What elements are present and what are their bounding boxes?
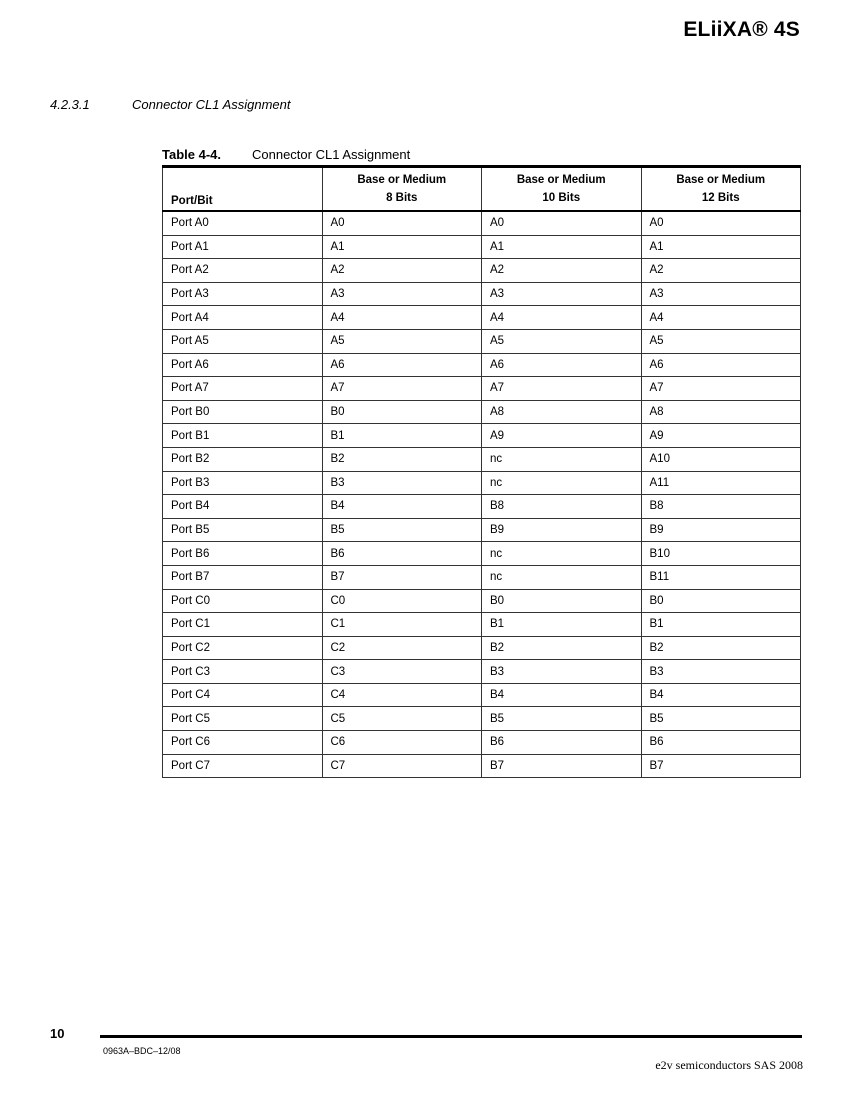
footer-rule	[100, 1035, 802, 1038]
bits-12-cell: B7	[641, 754, 801, 778]
column-header-port-bit: Port/Bit	[163, 167, 323, 212]
bits-8-cell: B4	[322, 495, 482, 519]
bits-8-cell: C2	[322, 636, 482, 660]
bits-8-cell: C6	[322, 731, 482, 755]
bits-12-cell: A0	[641, 211, 801, 235]
bits-8-cell: A1	[322, 235, 482, 259]
bits-8-cell: A0	[322, 211, 482, 235]
table-row	[163, 518, 801, 542]
port-bit-cell: Port B3	[163, 471, 323, 495]
bits-10-cell: B2	[482, 636, 642, 660]
port-bit-cell: Port C6	[163, 731, 323, 755]
table-row	[163, 731, 801, 755]
bits-8-cell: A6	[322, 353, 482, 377]
bits-10-cell: A1	[482, 235, 642, 259]
table-row	[163, 542, 801, 566]
bits-12-cell: B1	[641, 613, 801, 637]
bits-12-cell: A9	[641, 424, 801, 448]
document-title: ELiiXA® 4S	[683, 18, 800, 41]
table-row	[163, 565, 801, 589]
bits-10-cell: A5	[482, 329, 642, 353]
bits-12-cell: B10	[641, 542, 801, 566]
bits-10-cell: A9	[482, 424, 642, 448]
column-header-12-bits: Base or Medium 12 Bits	[641, 167, 801, 212]
bits-10-cell: B6	[482, 731, 642, 755]
bits-8-cell: A2	[322, 259, 482, 283]
table-row	[163, 329, 801, 353]
bits-10-cell: A8	[482, 400, 642, 424]
port-bit-cell: Port B6	[163, 542, 323, 566]
bits-10-cell: B8	[482, 495, 642, 519]
port-bit-cell: Port A1	[163, 235, 323, 259]
column-header-8-bits: Base or Medium 8 Bits	[322, 167, 482, 212]
port-bit-cell: Port C1	[163, 613, 323, 637]
table-row	[163, 495, 801, 519]
port-bit-cell: Port C3	[163, 660, 323, 684]
table-row	[163, 683, 801, 707]
port-bit-cell: Port B7	[163, 565, 323, 589]
bits-10-cell: B7	[482, 754, 642, 778]
bits-8-cell: B5	[322, 518, 482, 542]
bits-10-cell: A3	[482, 282, 642, 306]
table-row	[163, 306, 801, 330]
bits-12-cell: A11	[641, 471, 801, 495]
port-bit-cell: Port A6	[163, 353, 323, 377]
bits-12-cell: A4	[641, 306, 801, 330]
bits-10-cell: B1	[482, 613, 642, 637]
bits-8-cell: B2	[322, 447, 482, 471]
bits-10-cell: B9	[482, 518, 642, 542]
port-bit-cell: Port A0	[163, 211, 323, 235]
column-header-10-bits: Base or Medium 10 Bits	[482, 167, 642, 212]
port-bit-cell: Port A5	[163, 329, 323, 353]
table-row	[163, 589, 801, 613]
port-bit-cell: Port B0	[163, 400, 323, 424]
bits-12-cell: B2	[641, 636, 801, 660]
port-bit-cell: Port C4	[163, 683, 323, 707]
bits-8-cell: A7	[322, 377, 482, 401]
bits-10-cell: A6	[482, 353, 642, 377]
table-row	[163, 282, 801, 306]
table-row	[163, 471, 801, 495]
table-row	[163, 613, 801, 637]
table-caption	[162, 147, 410, 162]
bits-8-cell: C3	[322, 660, 482, 684]
port-bit-cell: Port A4	[163, 306, 323, 330]
table-row	[163, 211, 801, 235]
bits-8-cell: B3	[322, 471, 482, 495]
bits-8-cell: B6	[322, 542, 482, 566]
table-header-row	[163, 167, 801, 212]
bits-12-cell: A6	[641, 353, 801, 377]
bits-12-cell: A10	[641, 447, 801, 471]
bits-8-cell: C1	[322, 613, 482, 637]
port-bit-cell: Port A3	[163, 282, 323, 306]
bits-10-cell: B3	[482, 660, 642, 684]
bits-10-cell: B4	[482, 683, 642, 707]
bits-12-cell: B9	[641, 518, 801, 542]
port-bit-cell: Port B4	[163, 495, 323, 519]
bits-8-cell: B7	[322, 565, 482, 589]
bits-12-cell: B3	[641, 660, 801, 684]
bits-12-cell: A5	[641, 329, 801, 353]
table-caption-label: Table 4-4.	[162, 147, 222, 162]
bits-8-cell: A3	[322, 282, 482, 306]
table-row	[163, 707, 801, 731]
table-row	[163, 447, 801, 471]
page-number: 10	[50, 1026, 65, 1041]
bits-8-cell: C7	[322, 754, 482, 778]
table-row	[163, 400, 801, 424]
port-bit-cell: Port B2	[163, 447, 323, 471]
bits-12-cell: A1	[641, 235, 801, 259]
table-row	[163, 660, 801, 684]
bits-12-cell: B6	[641, 731, 801, 755]
bits-8-cell: A4	[322, 306, 482, 330]
port-bit-cell: Port A7	[163, 377, 323, 401]
bits-12-cell: B5	[641, 707, 801, 731]
table-row	[163, 259, 801, 283]
bits-10-cell: nc	[482, 447, 642, 471]
section-number: 4.2.3.1	[50, 97, 90, 112]
document-code: 0963A–BDC–12/08	[103, 1046, 181, 1056]
port-bit-cell: Port C2	[163, 636, 323, 660]
table-row	[163, 636, 801, 660]
port-bit-cell: Port B1	[163, 424, 323, 448]
connector-assignment-table	[162, 165, 801, 778]
bits-12-cell: A2	[641, 259, 801, 283]
bits-8-cell: A5	[322, 329, 482, 353]
table-row	[163, 353, 801, 377]
bits-12-cell: A3	[641, 282, 801, 306]
bits-12-cell: A7	[641, 377, 801, 401]
table-row	[163, 424, 801, 448]
bits-8-cell: C0	[322, 589, 482, 613]
table-row	[163, 754, 801, 778]
table-row	[163, 377, 801, 401]
bits-10-cell: nc	[482, 565, 642, 589]
port-bit-cell: Port C7	[163, 754, 323, 778]
bits-12-cell: B0	[641, 589, 801, 613]
bits-10-cell: A0	[482, 211, 642, 235]
bits-10-cell: B5	[482, 707, 642, 731]
bits-10-cell: A4	[482, 306, 642, 330]
bits-12-cell: B11	[641, 565, 801, 589]
company-name: e2v semiconductors SAS 2008	[655, 1058, 803, 1072]
port-bit-cell: Port C0	[163, 589, 323, 613]
port-bit-cell: Port A2	[163, 259, 323, 283]
section-title: Connector CL1 Assignment	[132, 97, 291, 112]
table-row	[163, 235, 801, 259]
bits-8-cell: B1	[322, 424, 482, 448]
bits-10-cell: B0	[482, 589, 642, 613]
port-bit-cell: Port B5	[163, 518, 323, 542]
bits-12-cell: B4	[641, 683, 801, 707]
bits-10-cell: nc	[482, 471, 642, 495]
bits-8-cell: C5	[322, 707, 482, 731]
bits-10-cell: nc	[482, 542, 642, 566]
port-bit-cell: Port C5	[163, 707, 323, 731]
table-caption-title: Connector CL1 Assignment	[252, 147, 411, 162]
bits-8-cell: B0	[322, 400, 482, 424]
bits-12-cell: B8	[641, 495, 801, 519]
bits-10-cell: A7	[482, 377, 642, 401]
bits-12-cell: A8	[641, 400, 801, 424]
bits-8-cell: C4	[322, 683, 482, 707]
section-heading	[50, 97, 291, 112]
bits-10-cell: A2	[482, 259, 642, 283]
